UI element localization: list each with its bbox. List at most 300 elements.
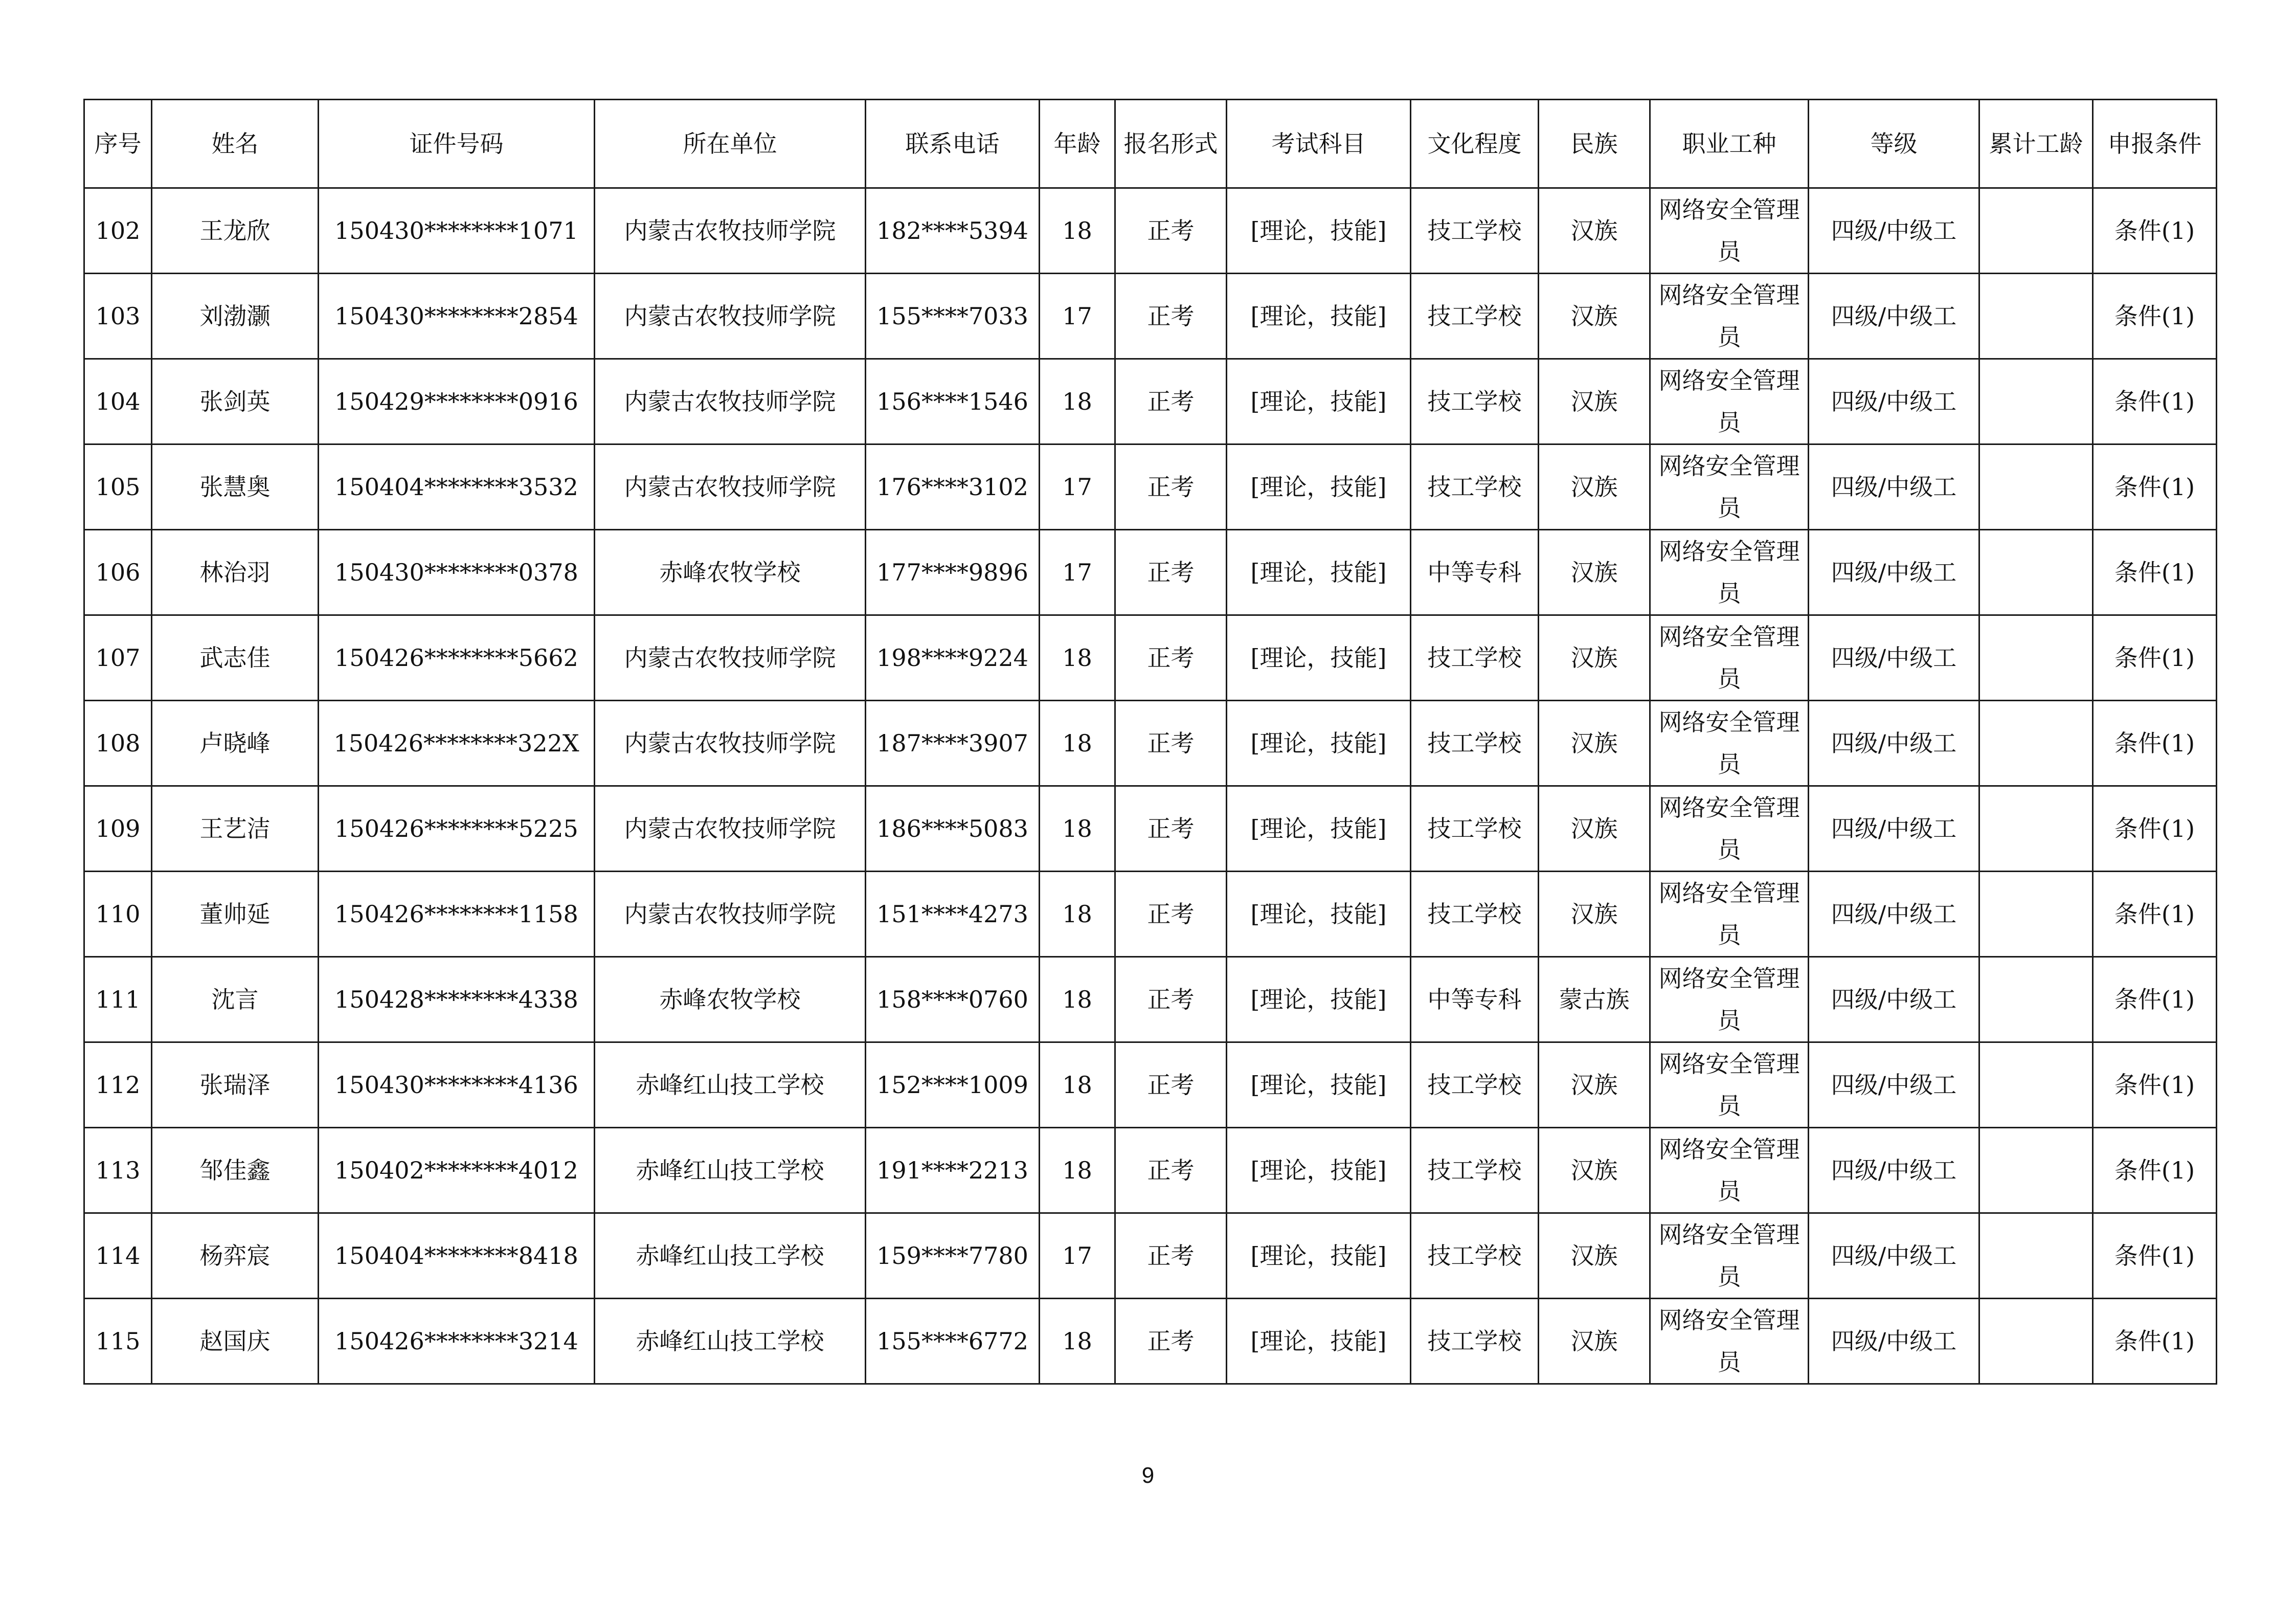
cell-text: 条件(1) <box>2114 473 2195 501</box>
cell-text: 四级/中级工 <box>1831 217 1957 244</box>
cell-seq <box>84 1128 152 1213</box>
cell-text: 102 <box>95 217 141 244</box>
cell-conditions <box>2093 786 2217 872</box>
cell-name <box>152 444 319 530</box>
cell-level <box>1809 701 1979 786</box>
cell-text: 武志佳 <box>199 644 271 672</box>
cell-phone <box>866 786 1040 872</box>
cell-text: [理论，技能] <box>1250 217 1387 244</box>
cell-text: 中等专科 <box>1427 559 1522 586</box>
cell-text: 赤峰红山技工学校 <box>636 1071 824 1099</box>
cell-text: 技工学校 <box>1427 1071 1522 1099</box>
cell-name <box>152 701 319 786</box>
cell-level <box>1809 786 1979 872</box>
cell-work-years <box>1979 1213 2093 1299</box>
cell-ethnicity <box>1539 274 1650 359</box>
cell-level <box>1809 872 1979 957</box>
header-label: 年龄 <box>1053 130 1101 158</box>
cell-name <box>152 359 319 444</box>
cell-name <box>152 530 319 615</box>
cell-organization <box>595 1213 866 1299</box>
cell-seq <box>84 530 152 615</box>
cell-occupation <box>1650 1299 1809 1384</box>
cell-name <box>152 274 319 359</box>
cell-text: 邹佳鑫 <box>199 1156 271 1184</box>
cell-text: 条件(1) <box>2114 1242 2195 1270</box>
cell-text: 177****9896 <box>876 559 1028 586</box>
cell-text: 四级/中级工 <box>1831 815 1957 842</box>
cell-text: 赤峰红山技工学校 <box>636 1156 824 1184</box>
cell-text: 四级/中级工 <box>1831 302 1957 330</box>
cell-ethnicity <box>1539 1128 1650 1213</box>
cell-text: 网络安全管理员 <box>1658 1136 1800 1205</box>
table-row <box>84 701 2217 786</box>
cell-text: 董帅延 <box>199 900 271 928</box>
cell-text: 正考 <box>1147 1156 1195 1184</box>
cell-text: 106 <box>95 559 141 586</box>
cell-text: [理论，技能] <box>1250 1242 1387 1270</box>
cell-age <box>1040 274 1115 359</box>
cell-text: 技工学校 <box>1427 1156 1522 1184</box>
cell-text: 技工学校 <box>1427 302 1522 330</box>
cell-text: 191****2213 <box>876 1156 1028 1184</box>
cell-text: 155****6772 <box>876 1327 1028 1355</box>
cell-age <box>1040 701 1115 786</box>
header-col-age <box>1040 100 1115 188</box>
cell-text: [理论，技能] <box>1250 986 1387 1013</box>
header-col-occupation <box>1650 100 1809 188</box>
cell-text: 网络安全管理员 <box>1658 196 1800 265</box>
cell-text: [理论，技能] <box>1250 815 1387 842</box>
cell-registration-type <box>1115 444 1227 530</box>
cell-phone <box>866 530 1040 615</box>
cell-text: 内蒙古农牧技师学院 <box>624 815 836 842</box>
cell-organization <box>595 1042 866 1128</box>
cell-text: 150430********0378 <box>334 559 578 586</box>
cell-ethnicity <box>1539 530 1650 615</box>
cell-id-number <box>319 359 595 444</box>
cell-phone <box>866 1213 1040 1299</box>
cell-level <box>1809 188 1979 274</box>
cell-text: 150426********5662 <box>334 644 578 672</box>
header-label: 报名形式 <box>1123 130 1218 158</box>
cell-age <box>1040 1213 1115 1299</box>
cell-text: 条件(1) <box>2114 644 2195 672</box>
cell-text: 沈言 <box>211 986 259 1013</box>
cell-occupation <box>1650 1213 1809 1299</box>
cell-organization <box>595 274 866 359</box>
cell-education <box>1411 359 1539 444</box>
cell-text: 条件(1) <box>2114 559 2195 586</box>
header-label: 证件号码 <box>409 130 504 158</box>
cell-education <box>1411 957 1539 1042</box>
cell-text: 内蒙古农牧技师学院 <box>624 473 836 501</box>
cell-text: 正考 <box>1147 900 1195 928</box>
header-col-organization <box>595 100 866 188</box>
cell-occupation <box>1650 615 1809 701</box>
cell-text: 内蒙古农牧技师学院 <box>624 388 836 415</box>
cell-education <box>1411 1213 1539 1299</box>
cell-exam-subjects <box>1227 188 1411 274</box>
cell-text: 150402********4012 <box>334 1156 578 1184</box>
cell-registration-type <box>1115 188 1227 274</box>
cell-text: 正考 <box>1147 1327 1195 1355</box>
cell-text: 网络安全管理员 <box>1658 452 1800 522</box>
cell-registration-type <box>1115 1299 1227 1384</box>
cell-level <box>1809 1042 1979 1128</box>
cell-work-years <box>1979 786 2093 872</box>
cell-text: 150404********3532 <box>334 473 578 501</box>
cell-age <box>1040 786 1115 872</box>
cell-text: 张剑英 <box>199 388 271 415</box>
cell-text: 正考 <box>1147 729 1195 757</box>
cell-text: 汉族 <box>1570 815 1618 842</box>
table-header <box>84 100 2217 188</box>
cell-registration-type <box>1115 786 1227 872</box>
cell-text: 条件(1) <box>2114 815 2195 842</box>
cell-text: 18 <box>1062 644 1092 672</box>
cell-text: 网络安全管理员 <box>1658 1050 1800 1120</box>
cell-phone <box>866 872 1040 957</box>
cell-text: 网络安全管理员 <box>1658 1221 1800 1291</box>
cell-organization <box>595 786 866 872</box>
cell-text: 四级/中级工 <box>1831 388 1957 415</box>
cell-text: 114 <box>95 1242 141 1270</box>
header-col-exam-subjects <box>1227 100 1411 188</box>
cell-organization <box>595 530 866 615</box>
cell-id-number <box>319 444 595 530</box>
cell-text: 汉族 <box>1570 729 1618 757</box>
cell-phone <box>866 615 1040 701</box>
cell-text: 汉族 <box>1570 900 1618 928</box>
cell-seq <box>84 444 152 530</box>
cell-text: 刘渤灏 <box>199 302 271 330</box>
cell-age <box>1040 359 1115 444</box>
cell-text: [理论，技能] <box>1250 1156 1387 1184</box>
cell-ethnicity <box>1539 1213 1650 1299</box>
header-row <box>84 100 2217 188</box>
cell-name <box>152 872 319 957</box>
table-row <box>84 188 2217 274</box>
cell-text: 150426********3214 <box>334 1327 578 1355</box>
cell-text: 150430********1071 <box>334 217 578 244</box>
cell-text: 正考 <box>1147 559 1195 586</box>
cell-occupation <box>1650 359 1809 444</box>
cell-text: 技工学校 <box>1427 1242 1522 1270</box>
header-label: 考试科目 <box>1271 130 1366 158</box>
cell-text: 赤峰农牧学校 <box>659 986 801 1013</box>
cell-conditions <box>2093 1128 2217 1213</box>
cell-occupation <box>1650 1128 1809 1213</box>
cell-organization <box>595 615 866 701</box>
cell-exam-subjects <box>1227 1128 1411 1213</box>
cell-registration-type <box>1115 530 1227 615</box>
cell-text: 条件(1) <box>2114 1156 2195 1184</box>
cell-exam-subjects <box>1227 615 1411 701</box>
cell-text: 汉族 <box>1570 388 1618 415</box>
cell-id-number <box>319 530 595 615</box>
cell-phone <box>866 701 1040 786</box>
cell-id-number <box>319 1299 595 1384</box>
table-row <box>84 786 2217 872</box>
cell-conditions <box>2093 444 2217 530</box>
cell-ethnicity <box>1539 1299 1650 1384</box>
cell-text: 115 <box>95 1327 141 1355</box>
cell-text: 150429********0916 <box>334 388 578 415</box>
cell-text: 王龙欣 <box>199 217 271 244</box>
cell-text: [理论，技能] <box>1250 388 1387 415</box>
cell-age <box>1040 957 1115 1042</box>
header-label: 文化程度 <box>1427 130 1522 158</box>
cell-text: 152****1009 <box>876 1071 1028 1099</box>
cell-organization <box>595 957 866 1042</box>
cell-text: 赵国庆 <box>199 1327 271 1355</box>
cell-work-years <box>1979 1042 2093 1128</box>
cell-registration-type <box>1115 872 1227 957</box>
cell-work-years <box>1979 1299 2093 1384</box>
table-row <box>84 957 2217 1042</box>
cell-text: 186****5083 <box>876 815 1028 842</box>
cell-id-number <box>319 1213 595 1299</box>
cell-text: 182****5394 <box>876 217 1028 244</box>
cell-text: 条件(1) <box>2114 388 2195 415</box>
cell-text: 113 <box>95 1156 141 1184</box>
cell-id-number <box>319 957 595 1042</box>
cell-registration-type <box>1115 957 1227 1042</box>
cell-text: [理论，技能] <box>1250 559 1387 586</box>
cell-text: 四级/中级工 <box>1831 473 1957 501</box>
header-label: 累计工龄 <box>1989 130 2083 158</box>
cell-conditions <box>2093 957 2217 1042</box>
cell-seq <box>84 188 152 274</box>
table-body <box>84 188 2217 1384</box>
cell-text: 110 <box>95 900 141 928</box>
cell-phone <box>866 188 1040 274</box>
cell-text: 103 <box>95 302 141 330</box>
table-row <box>84 444 2217 530</box>
cell-text: 技工学校 <box>1427 1327 1522 1355</box>
cell-text: 汉族 <box>1570 1242 1618 1270</box>
cell-exam-subjects <box>1227 1213 1411 1299</box>
cell-text: 正考 <box>1147 217 1195 244</box>
cell-age <box>1040 872 1115 957</box>
cell-text: 111 <box>95 986 141 1013</box>
cell-text: 杨弈宸 <box>199 1242 271 1270</box>
cell-conditions <box>2093 274 2217 359</box>
cell-organization <box>595 359 866 444</box>
cell-text: 17 <box>1062 473 1092 501</box>
cell-exam-subjects <box>1227 1299 1411 1384</box>
cell-text: 技工学校 <box>1427 388 1522 415</box>
cell-occupation <box>1650 274 1809 359</box>
cell-text: [理论，技能] <box>1250 302 1387 330</box>
cell-ethnicity <box>1539 188 1650 274</box>
cell-organization <box>595 701 866 786</box>
cell-text: 网络安全管理员 <box>1658 538 1800 607</box>
cell-age <box>1040 1128 1115 1213</box>
header-col-seq <box>84 100 152 188</box>
cell-text: 18 <box>1062 986 1092 1013</box>
cell-education <box>1411 786 1539 872</box>
cell-id-number <box>319 188 595 274</box>
cell-text: 汉族 <box>1570 473 1618 501</box>
cell-level <box>1809 359 1979 444</box>
cell-name <box>152 615 319 701</box>
cell-text: 176****3102 <box>876 473 1028 501</box>
cell-text: 四级/中级工 <box>1831 1242 1957 1270</box>
cell-organization <box>595 444 866 530</box>
cell-text: 18 <box>1062 900 1092 928</box>
cell-registration-type <box>1115 701 1227 786</box>
cell-text: 150404********8418 <box>334 1242 578 1270</box>
cell-text: 汉族 <box>1570 217 1618 244</box>
header-label: 民族 <box>1570 130 1618 158</box>
cell-seq <box>84 1213 152 1299</box>
cell-text: 蒙古族 <box>1559 986 1630 1013</box>
header-col-id-number <box>319 100 595 188</box>
cell-ethnicity <box>1539 359 1650 444</box>
cell-seq <box>84 872 152 957</box>
cell-text: 技工学校 <box>1427 217 1522 244</box>
cell-education <box>1411 1128 1539 1213</box>
cell-id-number <box>319 615 595 701</box>
cell-text: 条件(1) <box>2114 900 2195 928</box>
cell-text: 技工学校 <box>1427 900 1522 928</box>
cell-text: 内蒙古农牧技师学院 <box>624 900 836 928</box>
cell-phone <box>866 274 1040 359</box>
cell-text: 四级/中级工 <box>1831 729 1957 757</box>
cell-text: 150426********1158 <box>334 900 578 928</box>
cell-text: 赤峰农牧学校 <box>659 559 801 586</box>
cell-text: 198****9224 <box>876 644 1028 672</box>
cell-id-number <box>319 1128 595 1213</box>
cell-conditions <box>2093 615 2217 701</box>
header-label: 序号 <box>94 130 142 158</box>
cell-text: 张瑞泽 <box>199 1071 271 1099</box>
cell-organization <box>595 872 866 957</box>
cell-conditions <box>2093 188 2217 274</box>
cell-id-number <box>319 274 595 359</box>
cell-text: 王艺洁 <box>199 815 271 842</box>
cell-seq <box>84 1042 152 1128</box>
cell-text: 张慧奥 <box>199 473 271 501</box>
cell-text: 17 <box>1062 302 1092 330</box>
cell-text: 四级/中级工 <box>1831 559 1957 586</box>
cell-text: 159****7780 <box>876 1242 1028 1270</box>
cell-text: 技工学校 <box>1427 729 1522 757</box>
cell-level <box>1809 1299 1979 1384</box>
header-label: 申报条件 <box>2107 130 2202 158</box>
cell-exam-subjects <box>1227 957 1411 1042</box>
cell-text: 四级/中级工 <box>1831 1071 1957 1099</box>
cell-text: 条件(1) <box>2114 302 2195 330</box>
cell-text: [理论，技能] <box>1250 1071 1387 1099</box>
cell-name <box>152 1299 319 1384</box>
cell-education <box>1411 188 1539 274</box>
header-col-name <box>152 100 319 188</box>
header-label: 等级 <box>1870 130 1918 158</box>
cell-name <box>152 786 319 872</box>
cell-level <box>1809 957 1979 1042</box>
cell-ethnicity <box>1539 786 1650 872</box>
cell-text: 内蒙古农牧技师学院 <box>624 729 836 757</box>
header-col-phone <box>866 100 1040 188</box>
cell-text: 中等专科 <box>1427 986 1522 1013</box>
cell-age <box>1040 188 1115 274</box>
cell-text: 105 <box>95 473 141 501</box>
cell-name <box>152 1128 319 1213</box>
cell-text: 156****1546 <box>876 388 1028 415</box>
cell-age <box>1040 444 1115 530</box>
cell-exam-subjects <box>1227 1042 1411 1128</box>
cell-phone <box>866 444 1040 530</box>
cell-registration-type <box>1115 615 1227 701</box>
cell-text: 网络安全管理员 <box>1658 879 1800 949</box>
table-row <box>84 530 2217 615</box>
header-label: 职业工种 <box>1682 130 1776 158</box>
cell-text: 109 <box>95 815 141 842</box>
cell-name <box>152 188 319 274</box>
cell-text: 四级/中级工 <box>1831 644 1957 672</box>
cell-text: 112 <box>95 1071 141 1099</box>
cell-education <box>1411 701 1539 786</box>
cell-text: 网络安全管理员 <box>1658 623 1800 693</box>
cell-text: 正考 <box>1147 986 1195 1013</box>
cell-text: 汉族 <box>1570 302 1618 330</box>
cell-text: 条件(1) <box>2114 986 2195 1013</box>
cell-text: [理论，技能] <box>1250 473 1387 501</box>
cell-text: 18 <box>1062 1156 1092 1184</box>
cell-text: 四级/中级工 <box>1831 900 1957 928</box>
cell-level <box>1809 1128 1979 1213</box>
cell-text: 网络安全管理员 <box>1658 367 1800 436</box>
cell-exam-subjects <box>1227 786 1411 872</box>
header-col-education <box>1411 100 1539 188</box>
cell-name <box>152 1213 319 1299</box>
cell-level <box>1809 444 1979 530</box>
cell-text: 内蒙古农牧技师学院 <box>624 217 836 244</box>
cell-text: 四级/中级工 <box>1831 1156 1957 1184</box>
cell-text: 18 <box>1062 815 1092 842</box>
table-row <box>84 359 2217 444</box>
cell-age <box>1040 615 1115 701</box>
cell-conditions <box>2093 530 2217 615</box>
cell-seq <box>84 786 152 872</box>
cell-text: 卢晓峰 <box>199 729 271 757</box>
cell-age <box>1040 1042 1115 1128</box>
cell-text: 汉族 <box>1570 1071 1618 1099</box>
cell-ethnicity <box>1539 701 1650 786</box>
cell-text: 150428********4338 <box>334 986 578 1013</box>
cell-text: 汉族 <box>1570 1327 1618 1355</box>
cell-work-years <box>1979 444 2093 530</box>
cell-level <box>1809 615 1979 701</box>
cell-level <box>1809 1213 1979 1299</box>
cell-work-years <box>1979 1128 2093 1213</box>
cell-registration-type <box>1115 1128 1227 1213</box>
cell-conditions <box>2093 1042 2217 1128</box>
cell-text: 17 <box>1062 559 1092 586</box>
cell-text: 内蒙古农牧技师学院 <box>624 302 836 330</box>
cell-exam-subjects <box>1227 701 1411 786</box>
cell-text: 187****3907 <box>876 729 1028 757</box>
cell-phone <box>866 957 1040 1042</box>
cell-text: 18 <box>1062 729 1092 757</box>
cell-text: 汉族 <box>1570 559 1618 586</box>
candidate-table <box>83 99 2217 1385</box>
table-row <box>84 1213 2217 1299</box>
cell-text: 条件(1) <box>2114 217 2195 244</box>
